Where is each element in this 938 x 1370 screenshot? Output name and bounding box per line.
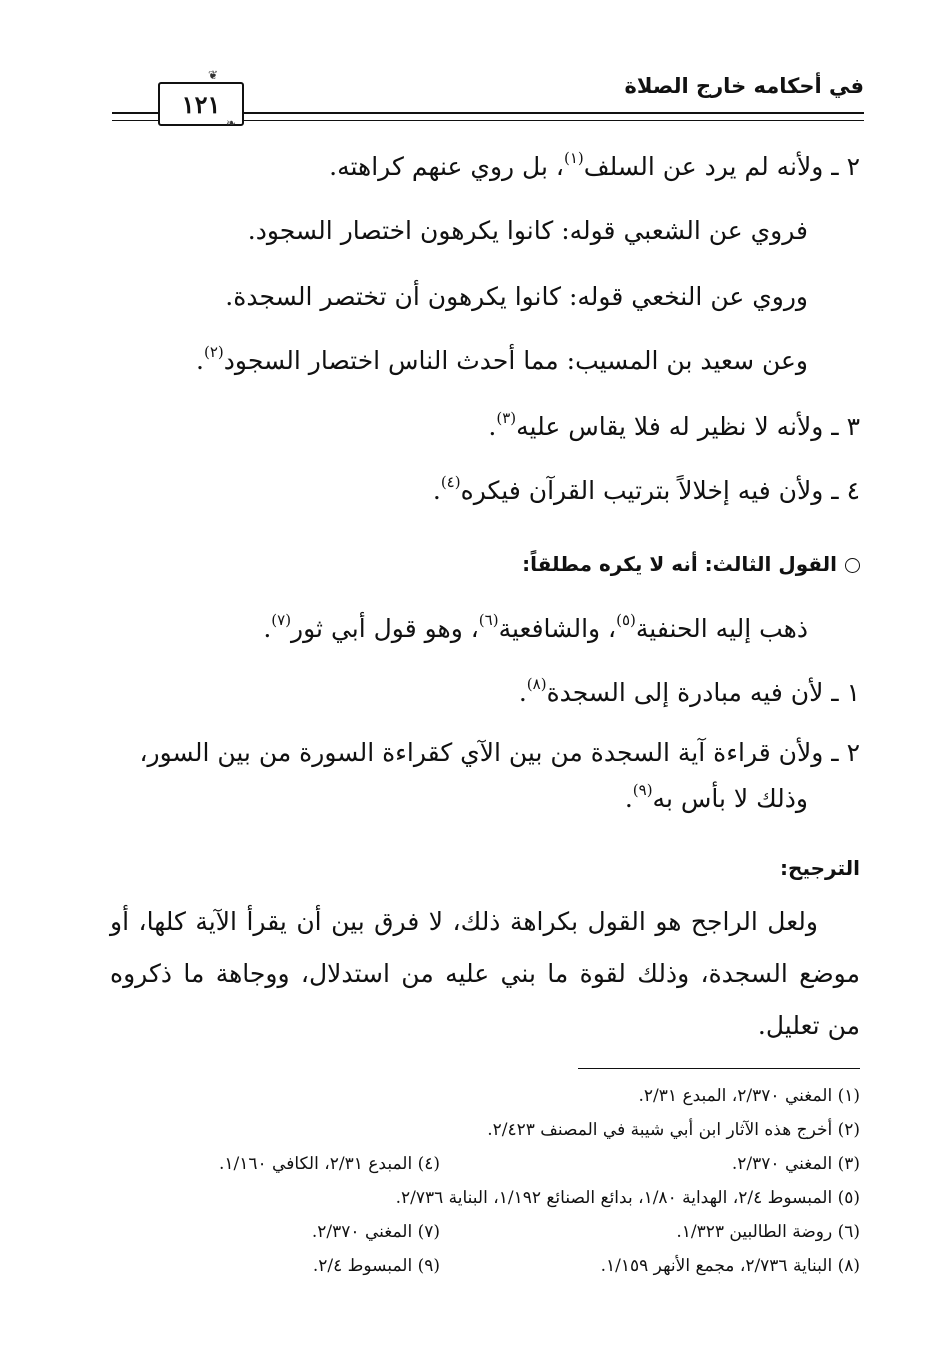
footnote-ref: (٩) — [632, 781, 653, 799]
footnote-3: (٣) المغني ٢/٣٧٠. — [731, 1154, 860, 1174]
body-line-item2: ٢ ـ ولأنه لم يرد عن السلف$^{(١)}$، بل روي عنهم كراهته. — [329, 149, 860, 181]
footnote-ref: (١) — [563, 149, 584, 167]
footnote-ref: (٥) — [616, 611, 636, 629]
footnote-5: (٥) المبسوط ٢/٤، الهداية ١/٨٠، بدائع الصنائع ١/١٩٢، البناية ٢/٧٣٦. — [395, 1188, 860, 1208]
footnote-7: (٧) المغني ٢/٣٧٠. — [311, 1222, 440, 1242]
footnote-8: (٨) البناية ٢/٧٣٦، مجمع الأنهر ١/١٥٩. — [600, 1256, 860, 1276]
circle-bullet-icon — [845, 558, 860, 573]
footnote-ref: (٤) — [440, 473, 461, 491]
footnote-ref: (٣) — [496, 409, 517, 427]
footnote-row — [110, 1252, 860, 1286]
body-line-item3: ٣ ـ ولأنه لا نظير له فلا يقاس عليه$^{(٣)}$. — [488, 409, 860, 441]
ornament-icon: ❦ — [208, 68, 219, 82]
footnote-6: (٦) روضة الطالبين ١/٣٢٣. — [676, 1222, 860, 1242]
ornament-icon: ❧ — [226, 116, 237, 130]
body-line-reason2: ٢ ـ ولأن قراءة آية السجدة من بين الآي كقراءة السورة من بين السور، — [139, 738, 860, 767]
footnote-row — [110, 1218, 860, 1252]
section-heading-third-opinion: القول الثالث: أنه لا يكره مطلقاً: — [110, 552, 860, 576]
body-line-shaabi: فروي عن الشعبي قوله: كانوا يكرهون اختصار السجود. — [247, 216, 808, 245]
body-line-item4: ٤ ـ ولأن فيه إخلالاً بترتيب القرآن فيكره$^{(٤)}$. — [432, 473, 860, 505]
footnotes — [110, 1082, 860, 1286]
running-header — [112, 60, 864, 130]
footnote-row — [110, 1116, 860, 1150]
footnote-rule — [578, 1068, 860, 1069]
body-line-nakhai: وروي عن النخعي قوله: كانوا يكرهون أن تختصر السجدة. — [225, 282, 808, 311]
body-line-schools: ذهب إليه الحنفية$^{(٥)}$، والشافعية$^{(٦)}$، وهو قول أبي ثور$^{(٧)}$. — [263, 611, 808, 643]
footnote-2: (٢) أخرج هذه الآثار ابن أبي شيبة في المصنف ٢/٤٢٣. — [487, 1120, 860, 1140]
chapter-title: في أحكامه خارج الصلاة — [624, 74, 864, 98]
section-heading-tarjih: الترجيح: — [780, 856, 860, 880]
body-line-reason2-cont: وذلك لا بأس به$^{(٩)}$. — [624, 781, 808, 813]
tarjih-text: ولعل الراجح هو القول بكراهة ذلك، لا فرق بين أن يقرأ الآية كلها، أو موضع السجدة، وذلك لقوة ما بني عليه من استدلال، ووجاهة ما ذكروه من تعليل. — [110, 907, 860, 1040]
page-number: ١٢١ — [181, 89, 221, 119]
footnote-4: (٤) المبدع ٢/٣١، الكافي ١/١٦٠. — [218, 1154, 440, 1174]
footnote-row — [110, 1184, 860, 1218]
footnote-1: (١) المغني ٢/٣٧٠، المبدع ٢/٣١. — [638, 1086, 860, 1106]
footnote-ref: (٧) — [271, 611, 292, 629]
footnote-row — [110, 1150, 860, 1184]
body-line-reason1: ١ ـ لأن فيه مبادرة إلى السجدة$^{(٨)}$. — [518, 675, 860, 707]
footnote-row — [110, 1082, 860, 1116]
tarjih-paragraph — [110, 896, 860, 1052]
footnote-ref: (٦) — [478, 611, 499, 629]
footnote-9: (٩) المبسوط ٢/٤. — [312, 1256, 440, 1276]
footnote-ref: (٨) — [526, 675, 547, 693]
body-line-saeed: وعن سعيد بن المسيب: مما أحدث الناس اختصار السجود$^{(٢)}$. — [196, 343, 808, 375]
footnote-ref: (٢) — [204, 343, 224, 361]
